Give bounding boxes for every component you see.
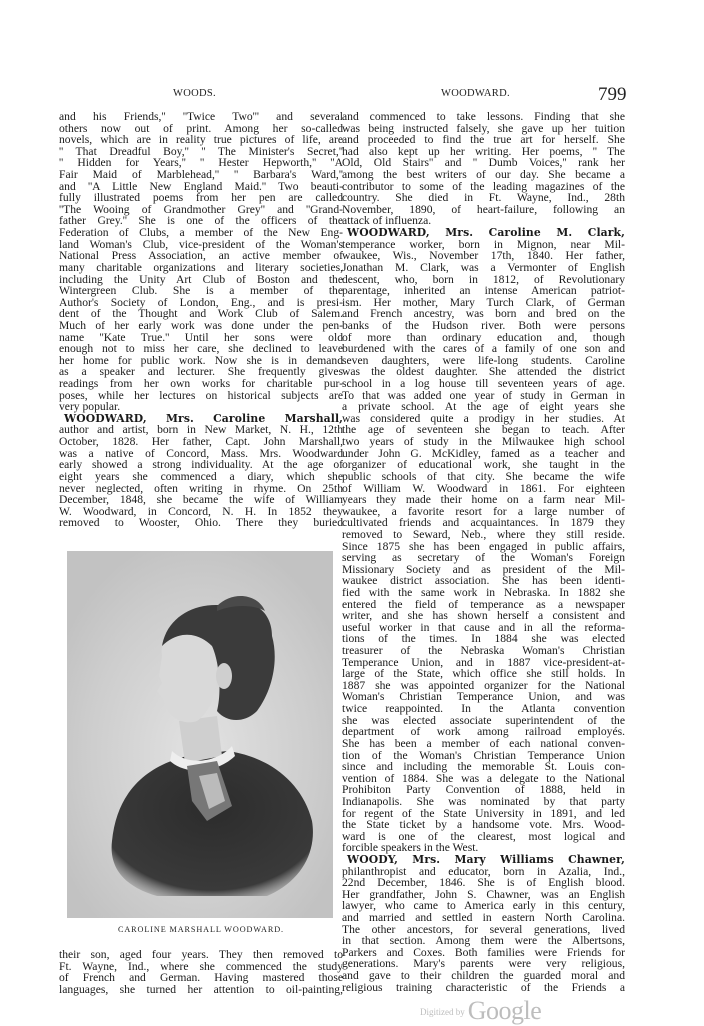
entry-heading-line: [342, 227, 625, 239]
text-line: others now out of print. Among her so-called: [59, 121, 343, 135]
text-line: Since 1875 she has been engaged in public affairs,: [342, 539, 625, 553]
text-line: waukee, Wis., November 17th, 1840. Her father,: [342, 249, 625, 263]
text-line: To that was added one year of study in German in: [342, 388, 625, 402]
text-line: banks of the Hudson river. Both were persons: [342, 318, 625, 332]
text-line: Temperance Union, and in 1887 vice-president-at-: [342, 655, 625, 669]
text-line: never neglected, often writing in rhyme. On 25th: [59, 481, 343, 495]
text-line: was the oldest daughter. She attended the district: [342, 365, 625, 379]
text-line: contributor to some of the leading magazines of the: [342, 179, 625, 193]
text-line: serving as secretary of the Woman's Foreign: [342, 551, 625, 565]
text-line: 22nd December, 1846. She is of English blood.: [342, 876, 625, 890]
text-line: early showed a strong individuality. At the age of: [59, 458, 343, 472]
text-line: forcible speakers in the West.: [342, 841, 479, 855]
text-line: dent of the Thought and Work Club of Salem.: [59, 307, 343, 321]
text-line: large of the State, which office she still holds. In: [342, 667, 625, 681]
text-line: waukee district association. She has been identi-: [342, 574, 625, 588]
text-line: vention of 1884. She was a delegate to the National: [342, 771, 625, 785]
text-line: Parkers and Coxes. Both families were Friends for: [342, 945, 625, 959]
text-line: Fair Maid of Marblehead,'' '' Barbara's Ward,'': [59, 168, 343, 182]
text-line: and French ancestry, was born and bred on the: [342, 307, 625, 321]
text-line: removed to Seward, Neb., where they still reside.: [342, 527, 625, 541]
text-line: of more than ordinary education and, though: [342, 330, 625, 344]
watermark-small: Digitized by: [420, 1007, 465, 1017]
text-line: December, 1848, she became the wife of William: [59, 493, 343, 507]
text-line: ''The Wooing of Grandmother Grey'' and ''Grand-: [59, 202, 343, 216]
text-line: tion of the Woman's Christian Temperance Union: [342, 748, 625, 762]
text-line: October, 1828. Her father, Capt. John Marshall,: [59, 435, 343, 449]
entry-woodward-caroline-clark: [342, 227, 625, 854]
text-line: readings from her own works for charitable pur-: [59, 377, 343, 391]
text-line: and married and settled in eastern North Carolina.: [342, 911, 625, 925]
text-line: Her grandfather, John S. Chawner, was an English: [342, 887, 625, 901]
text-line: school in a log house till seventeen years of age.: [342, 377, 625, 391]
text-line: very popular.: [59, 400, 121, 414]
text-line: waukee, a favorite resort for a large number of: [342, 504, 625, 518]
text-line: Old, Old Stairs'' and '' Dumb Voices,'' rank her: [342, 156, 625, 170]
left-column: [59, 111, 343, 529]
text-line: religious training characteristic of the Friends a: [342, 980, 625, 994]
text-line: Missionary Society and as president of the Mil-: [342, 562, 625, 576]
right-top-text: [342, 111, 625, 227]
right-column: [342, 111, 625, 993]
text-line: had also kept up her writing. Her poems, '' The: [342, 144, 625, 158]
running-head-right: WOODWARD.: [441, 88, 510, 99]
text-line: and ''A Little New England Maid.'' Two beauti-: [59, 179, 343, 193]
photo-caption: CAROLINE MARSHALL WOODWARD.: [118, 925, 284, 934]
text-line: fully illustrated poems from her pen are called: [59, 191, 343, 205]
text-line: National Press Association, an active member of: [59, 249, 343, 263]
text-line: author and artist, born in New Market, N. H., 12th: [59, 423, 343, 437]
text-line: was being instructed falsely, she gave up her tuition: [342, 121, 625, 135]
entry-heading: WOODWARD, Mrs. Caroline Marshall,: [64, 411, 343, 425]
text-line: many charitable organizations and literary societies,: [59, 260, 343, 274]
text-line: their son, aged four years. They then removed to: [59, 948, 343, 961]
text-line: cultivated friends and acquaintances. In 1879 they: [342, 516, 625, 530]
text-line: entered the field of temperance as a newspaper: [342, 597, 625, 611]
text-line: languages, she turned her attention to oil-painting,: [59, 982, 343, 996]
text-line: of William W. Woodward in 1861. For eighteen: [342, 481, 625, 495]
text-line: November, 1890, of heart-failure, following an: [342, 202, 625, 216]
text-line: eight years she commenced a diary, which she: [59, 469, 343, 483]
entry-woody-mary: [342, 854, 625, 993]
text-line: generations. Mary's parents were very religious,: [342, 957, 625, 971]
text-line: burdened with the cares of a family of one son and: [342, 342, 625, 356]
text-line: twice reappointed. In the Atlanta convention: [342, 702, 625, 716]
text-line: tions of the times. In 1884 she was elected: [342, 632, 625, 646]
text-line: Federation of Clubs, a member of the New Eng-: [59, 226, 343, 240]
text-line: removed to Wooster, Ohio. There they buried: [59, 516, 343, 530]
entry-woodward-caroline-marshall: [59, 413, 343, 529]
text-line: Indianapolis. She was nominated by that party: [342, 794, 625, 808]
text-line: Woman's Christian Temperance Union, and was: [342, 690, 625, 704]
text-line: W. Woodward, in Concord, N. H. In 1852 they: [59, 504, 343, 518]
text-line: and proceeded to find the true art for herself. She: [342, 133, 625, 147]
page-number: 799: [598, 84, 627, 105]
text-line: Ft. Wayne, Ind., where she commenced the study: [59, 959, 343, 973]
text-line: useful worker in that cause and in all the reforma-: [342, 620, 625, 634]
text-line: novels, which are in reality true pictures of life, are: [59, 133, 343, 147]
text-line: in that section. Among them were the Albertsons,: [342, 934, 625, 948]
text-line: fied with the same work in Nebraska. In 1882 she: [342, 585, 625, 599]
text-line: was considered quite a prodigy in her studies. At: [342, 411, 625, 425]
text-line: department of work among railroad employés.: [342, 725, 625, 739]
text-line: among the best writers of our day. She became a: [342, 168, 625, 182]
text-line: Much of her early work was done under the pen-: [59, 318, 343, 332]
text-line: Author's Society of London, Eng., and is presi-: [59, 295, 343, 309]
text-line: as a speaker and lecturer. She frequently gives: [59, 365, 343, 379]
entry-heading: WOODY, Mrs. Mary Williams Chawner,: [347, 853, 625, 866]
text-line: public schools of that city. She became the wife: [342, 469, 625, 483]
text-line: treasurer of the Nebraska Woman's Christian: [342, 644, 625, 658]
text-line: the State ticket by a handsome vote. Mrs. Wood-: [342, 818, 625, 832]
text-line: and commenced to take lessons. Finding that she: [342, 110, 625, 123]
text-line: since and including the memorable St. Louis con-: [342, 760, 625, 774]
text-line: and gave to their children the guarded moral and: [342, 969, 625, 983]
text-line: her home for public work. Now she is in demand: [59, 353, 343, 367]
text-line: and his Friends,'' ''Twice Two''' and several: [59, 110, 343, 123]
text-line: Wintergreen Club. She is a member of the: [59, 284, 343, 298]
running-head-left: WOODS.: [173, 88, 216, 99]
text-line: of French and German. Having mastered those: [59, 971, 343, 985]
text-line: She has been a member of each national conven-: [342, 736, 625, 750]
text-line: temperance worker, born in Mignon, near Mil-: [342, 237, 625, 251]
text-line: under John G. McKidley, famed as a teacher and: [342, 446, 625, 460]
text-line: ward is one of the clearest, most logical and: [342, 829, 625, 843]
entry-body: [342, 866, 625, 994]
text-line: attack of influenza.: [342, 214, 432, 228]
left-top-text: [59, 111, 343, 413]
text-line: descent, who, born in 1812, of Revolutionary: [342, 272, 625, 286]
text-line: The other ancestors, for several generations, lived: [342, 922, 625, 936]
text-line: lawyer, who came to America early in this century,: [342, 899, 625, 913]
text-line: was a native of Concord, Mass. Mrs. Woodward: [59, 446, 343, 460]
text-line: a private school. At the age of eight years she: [342, 400, 625, 414]
text-line: poses, while her lectures on historical subjects are: [59, 388, 343, 402]
google-logo-text: Google: [467, 996, 542, 1025]
entry-heading-line: [342, 854, 625, 866]
entry-body: [59, 424, 343, 528]
text-line: Jonathan M. Clark, was a Vermonter of English: [342, 260, 625, 274]
text-line: father Grey.'' She is one of the officers of the: [59, 214, 343, 228]
entry-body: [342, 239, 625, 854]
text-line: the age of seventeen she began to teach. After: [342, 423, 625, 437]
text-line: including the Unity Art Club of Boston and the: [59, 272, 343, 286]
text-line: country. She died in Ft. Wayne, Ind., 28th: [342, 191, 625, 205]
text-line: enough not to miss her care, she declined to leave: [59, 342, 343, 356]
text-line: seven daughters, were life-long students. Caroline: [342, 353, 625, 367]
text-line: philanthropist and educator, born in Azalia, Ind.,: [342, 864, 625, 878]
text-line: years they made their home on a farm near Mil-: [342, 493, 625, 507]
text-line: organizer of educational work, she taught in the: [342, 458, 625, 472]
text-line: she was elected associate superintendent of the: [342, 713, 625, 727]
text-line: 1887 she was appointed organizer for the National: [342, 678, 625, 692]
entry-heading: WOODWARD, Mrs. Caroline M. Clark,: [347, 226, 625, 240]
text-line: parentage, inherited an intense American patriot-: [342, 284, 625, 298]
portrait-image-icon: [67, 551, 333, 918]
left-bottom-text: [59, 949, 343, 995]
digitized-by-google-watermark: [420, 996, 541, 1026]
text-line: for regent of the State University in 1891, and led: [342, 806, 625, 820]
text-line: land Woman's Club, vice-president of the Woman's: [59, 237, 343, 251]
text-line: '' That Dreadful Boy,'' '' The Minister's Secret,'': [59, 144, 343, 158]
text-line: ism. Her mother, Mary Turch Clark, of German: [342, 295, 625, 309]
text-line: Prohibiton Party Convention of 1888, held in: [342, 783, 625, 797]
text-line: two years of study in the Milwaukee high school: [342, 435, 625, 449]
text-line: '' Hidden for Years,'' '' Hester Hepworth,'' ''A: [59, 156, 343, 170]
text-line: writer, and she has shown herself a consistent and: [342, 609, 625, 623]
portrait-photo: [67, 551, 333, 918]
text-line: name ''Kate True.'' Until her sons were old: [59, 330, 343, 344]
